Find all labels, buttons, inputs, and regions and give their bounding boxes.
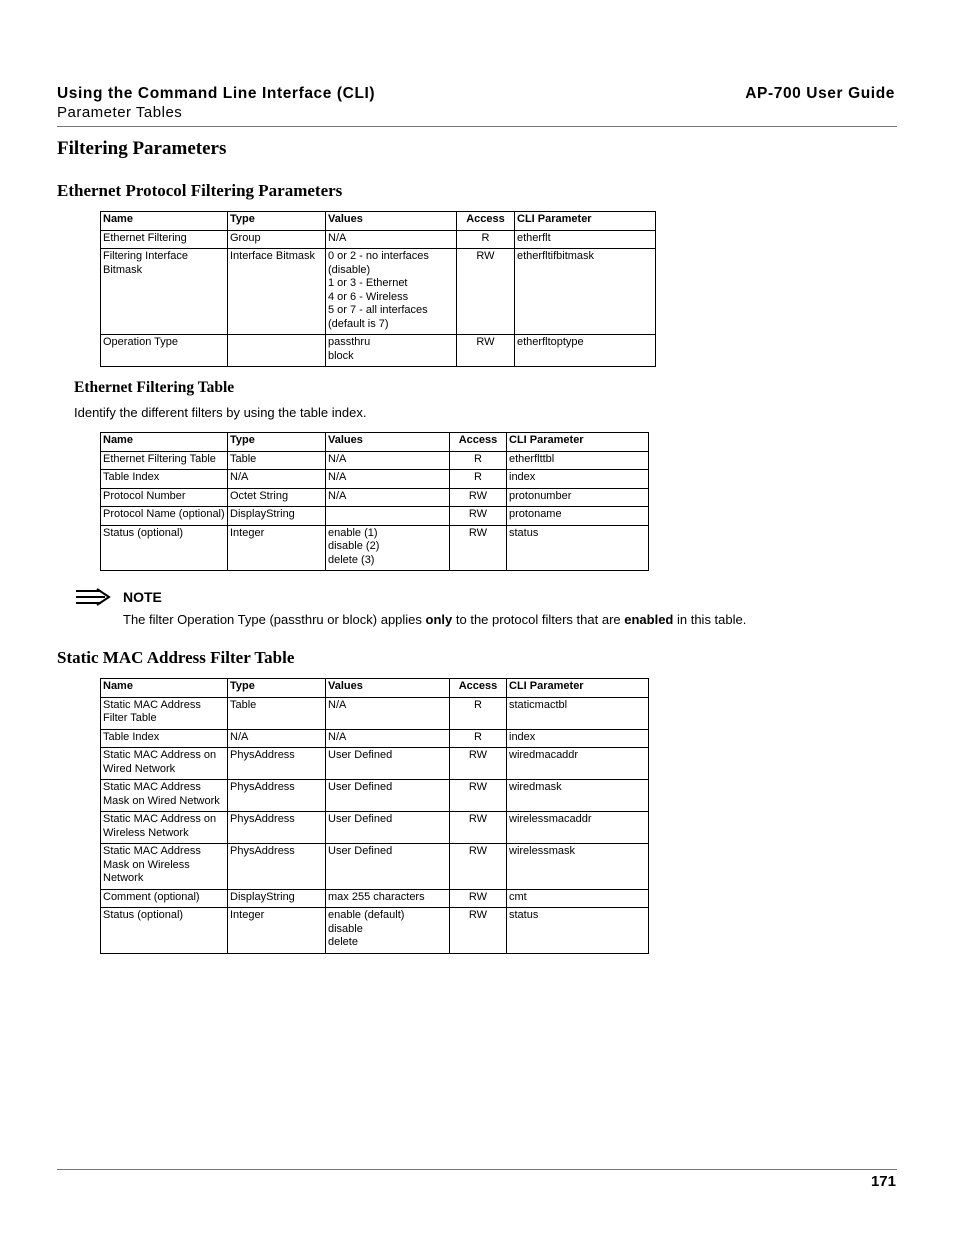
cell-type: N/A xyxy=(228,729,326,748)
cell-access: RW xyxy=(450,889,507,908)
cell-values xyxy=(326,889,450,908)
value-line: enable (1) xyxy=(328,526,378,539)
value-line: passthru xyxy=(328,336,371,348)
value-line: N/A xyxy=(328,489,347,502)
cell-access: RW xyxy=(450,525,507,571)
cell-type: PhysAddress xyxy=(228,844,326,890)
cell-cli-parameter: protonumber xyxy=(507,488,649,507)
cell-type: PhysAddress xyxy=(228,748,326,780)
column-header: Name xyxy=(101,433,228,452)
column-header: Values xyxy=(326,433,450,452)
cell-type: DisplayString xyxy=(228,889,326,908)
cell-values xyxy=(326,908,450,954)
cell-cli-parameter: etherfltifbitmask xyxy=(515,249,656,335)
table-row xyxy=(101,844,649,890)
cell-access: RW xyxy=(450,488,507,507)
cell-values xyxy=(326,697,450,729)
note-emphasis-enabled: enabled xyxy=(624,612,674,627)
section-subtitle: Parameter Tables xyxy=(57,104,183,121)
table-row xyxy=(101,812,649,844)
value-line: 1 or 3 - Ethernet xyxy=(328,277,408,289)
cell-cli-parameter: cmt xyxy=(507,889,649,908)
cell-values xyxy=(326,470,450,489)
cell-access: R xyxy=(450,451,507,470)
header-divider xyxy=(57,126,897,127)
cell-name: Static MAC Address Filter Table xyxy=(101,697,228,729)
cell-name: Status (optional) xyxy=(101,525,228,571)
column-header: Values xyxy=(326,679,450,698)
cell-access: RW xyxy=(450,908,507,954)
cell-access: R xyxy=(450,729,507,748)
value-line xyxy=(328,508,447,522)
cell-values xyxy=(326,812,450,844)
note-text: The filter Operation Type (passthru or block) applies only to the protocol filters that are enabled in this table. xyxy=(123,612,747,627)
value-line: N/A xyxy=(328,452,347,465)
cell-cli-parameter: index xyxy=(507,470,649,489)
cell-cli-parameter: staticmactbl xyxy=(507,697,649,729)
value-line: disable xyxy=(328,922,363,935)
cell-values xyxy=(326,844,450,890)
cell-type: Octet String xyxy=(228,488,326,507)
cell-access: R xyxy=(450,470,507,489)
column-header: Name xyxy=(101,212,228,231)
cell-name: Ethernet Filtering Table xyxy=(101,451,228,470)
column-header: CLI Parameter xyxy=(515,212,656,231)
table-row xyxy=(101,470,649,489)
cell-values xyxy=(326,451,450,470)
cell-access: RW xyxy=(450,507,507,526)
cell-access: RW xyxy=(457,249,515,335)
column-header: Access xyxy=(450,679,507,698)
cell-name: Static MAC Address Mask on Wired Network xyxy=(101,780,228,812)
cell-name: Static MAC Address on Wired Network xyxy=(101,748,228,780)
cell-values xyxy=(326,748,450,780)
ethernet-protocol-filtering-table xyxy=(100,211,656,367)
cell-type xyxy=(228,335,326,367)
page-number: 171 xyxy=(870,1173,896,1190)
cell-name: Static MAC Address on Wireless Network xyxy=(101,812,228,844)
table-row xyxy=(101,525,649,571)
value-line: 5 or 7 - all interfaces (default is 7) xyxy=(328,304,428,330)
cell-name: Protocol Number xyxy=(101,488,228,507)
cell-values xyxy=(326,488,450,507)
value-line: enable (default) xyxy=(328,909,405,921)
table-row xyxy=(101,889,649,908)
cell-name: Static MAC Address Mask on Wireless Network xyxy=(101,844,228,890)
guide-title: AP-700 User Guide xyxy=(745,85,895,102)
cell-type: DisplayString xyxy=(228,507,326,526)
cell-cli-parameter: etherfltoptype xyxy=(515,335,656,367)
column-header: Name xyxy=(101,679,228,698)
value-line: N/A xyxy=(328,471,347,483)
value-line: User Defined xyxy=(328,749,393,761)
chapter-title: Using the Command Line Interface (CLI) xyxy=(57,85,376,102)
cell-cli-parameter: etherflttbl xyxy=(507,451,649,470)
cell-type: Integer xyxy=(228,908,326,954)
static-mac-address-filter-table xyxy=(100,678,649,954)
heading-static-mac-filter-table: Static MAC Address Filter Table xyxy=(57,648,295,667)
cell-name: Status (optional) xyxy=(101,908,228,954)
cell-type: Table xyxy=(228,697,326,729)
value-line: User Defined xyxy=(328,781,393,793)
table-row xyxy=(101,748,649,780)
cell-cli-parameter: status xyxy=(507,525,649,571)
table-row xyxy=(101,729,649,748)
table-row xyxy=(101,908,649,954)
cell-name: Table Index xyxy=(101,729,228,748)
cell-cli-parameter: wiredmacaddr xyxy=(507,748,649,780)
cell-access: RW xyxy=(457,335,515,367)
value-line: N/A xyxy=(328,231,347,244)
cell-cli-parameter: wiredmask xyxy=(507,780,649,812)
table-row xyxy=(101,249,656,335)
cell-values xyxy=(326,230,457,249)
cell-values xyxy=(326,729,450,748)
heading-filtering-parameters: Filtering Parameters xyxy=(57,138,227,159)
cell-values xyxy=(326,507,450,526)
cell-cli-parameter: wirelessmacaddr xyxy=(507,812,649,844)
column-header: Type xyxy=(228,679,326,698)
column-header: Access xyxy=(457,212,515,231)
column-header: Type xyxy=(228,433,326,452)
cell-cli-parameter: etherflt xyxy=(515,230,656,249)
cell-name: Protocol Name (optional) xyxy=(101,507,228,526)
table-row xyxy=(101,451,649,470)
table-row xyxy=(101,507,649,526)
value-line: max 255 characters xyxy=(328,890,425,903)
column-header: CLI Parameter xyxy=(507,433,649,452)
cell-values xyxy=(326,780,450,812)
table-row xyxy=(101,697,649,729)
cell-type: Integer xyxy=(228,525,326,571)
value-line: 4 or 6 - Wireless xyxy=(328,290,409,303)
value-line: delete (3) xyxy=(328,553,375,566)
cell-values xyxy=(326,525,450,571)
cell-type: Interface Bitmask xyxy=(228,249,326,335)
running-header xyxy=(57,85,375,122)
cell-access: R xyxy=(457,230,515,249)
note-label: NOTE xyxy=(123,589,162,605)
cell-name: Comment (optional) xyxy=(101,889,228,908)
cell-type: N/A xyxy=(228,470,326,489)
cell-type: Group xyxy=(228,230,326,249)
table-intro-text: Identify the different filters by using the table index. xyxy=(74,405,367,420)
cell-cli-parameter: status xyxy=(507,908,649,954)
cell-access: R xyxy=(450,697,507,729)
value-line: User Defined xyxy=(328,845,393,857)
ethernet-filtering-table xyxy=(100,432,649,571)
table-row xyxy=(101,230,656,249)
value-line: N/A xyxy=(328,698,347,711)
heading-ethernet-filtering-table: Ethernet Filtering Table xyxy=(74,379,235,396)
note-emphasis-only: only xyxy=(425,612,453,627)
footer-divider xyxy=(57,1169,897,1170)
value-line: User Defined xyxy=(328,813,393,825)
cell-cli-parameter: protoname xyxy=(507,507,649,526)
column-header: Values xyxy=(326,212,457,231)
note-arrow-icon xyxy=(75,588,111,608)
column-header: Type xyxy=(228,212,326,231)
table-row xyxy=(101,488,649,507)
cell-name: Operation Type xyxy=(101,335,228,367)
table-row xyxy=(101,780,649,812)
heading-ethernet-protocol-filtering: Ethernet Protocol Filtering Parameters xyxy=(57,181,343,200)
cell-access: RW xyxy=(450,844,507,890)
column-header: Access xyxy=(450,433,507,452)
cell-name: Ethernet Filtering xyxy=(101,230,228,249)
column-header: CLI Parameter xyxy=(507,679,649,698)
cell-access: RW xyxy=(450,812,507,844)
value-line: block xyxy=(328,349,354,362)
table-row xyxy=(101,335,656,367)
cell-cli-parameter: index xyxy=(507,729,649,748)
cell-access: RW xyxy=(450,748,507,780)
cell-access: RW xyxy=(450,780,507,812)
cell-values xyxy=(326,335,457,367)
cell-type: PhysAddress xyxy=(228,812,326,844)
value-line: N/A xyxy=(328,730,347,743)
value-line: disable (2) xyxy=(328,540,380,552)
cell-cli-parameter: wirelessmask xyxy=(507,844,649,890)
cell-type: PhysAddress xyxy=(228,780,326,812)
cell-type: Table xyxy=(228,451,326,470)
value-line: 0 or 2 - no interfaces (disable) xyxy=(328,250,429,276)
cell-name: Table Index xyxy=(101,470,228,489)
value-line: delete xyxy=(328,936,358,948)
cell-name: Filtering Interface Bitmask xyxy=(101,249,228,335)
cell-values xyxy=(326,249,457,335)
